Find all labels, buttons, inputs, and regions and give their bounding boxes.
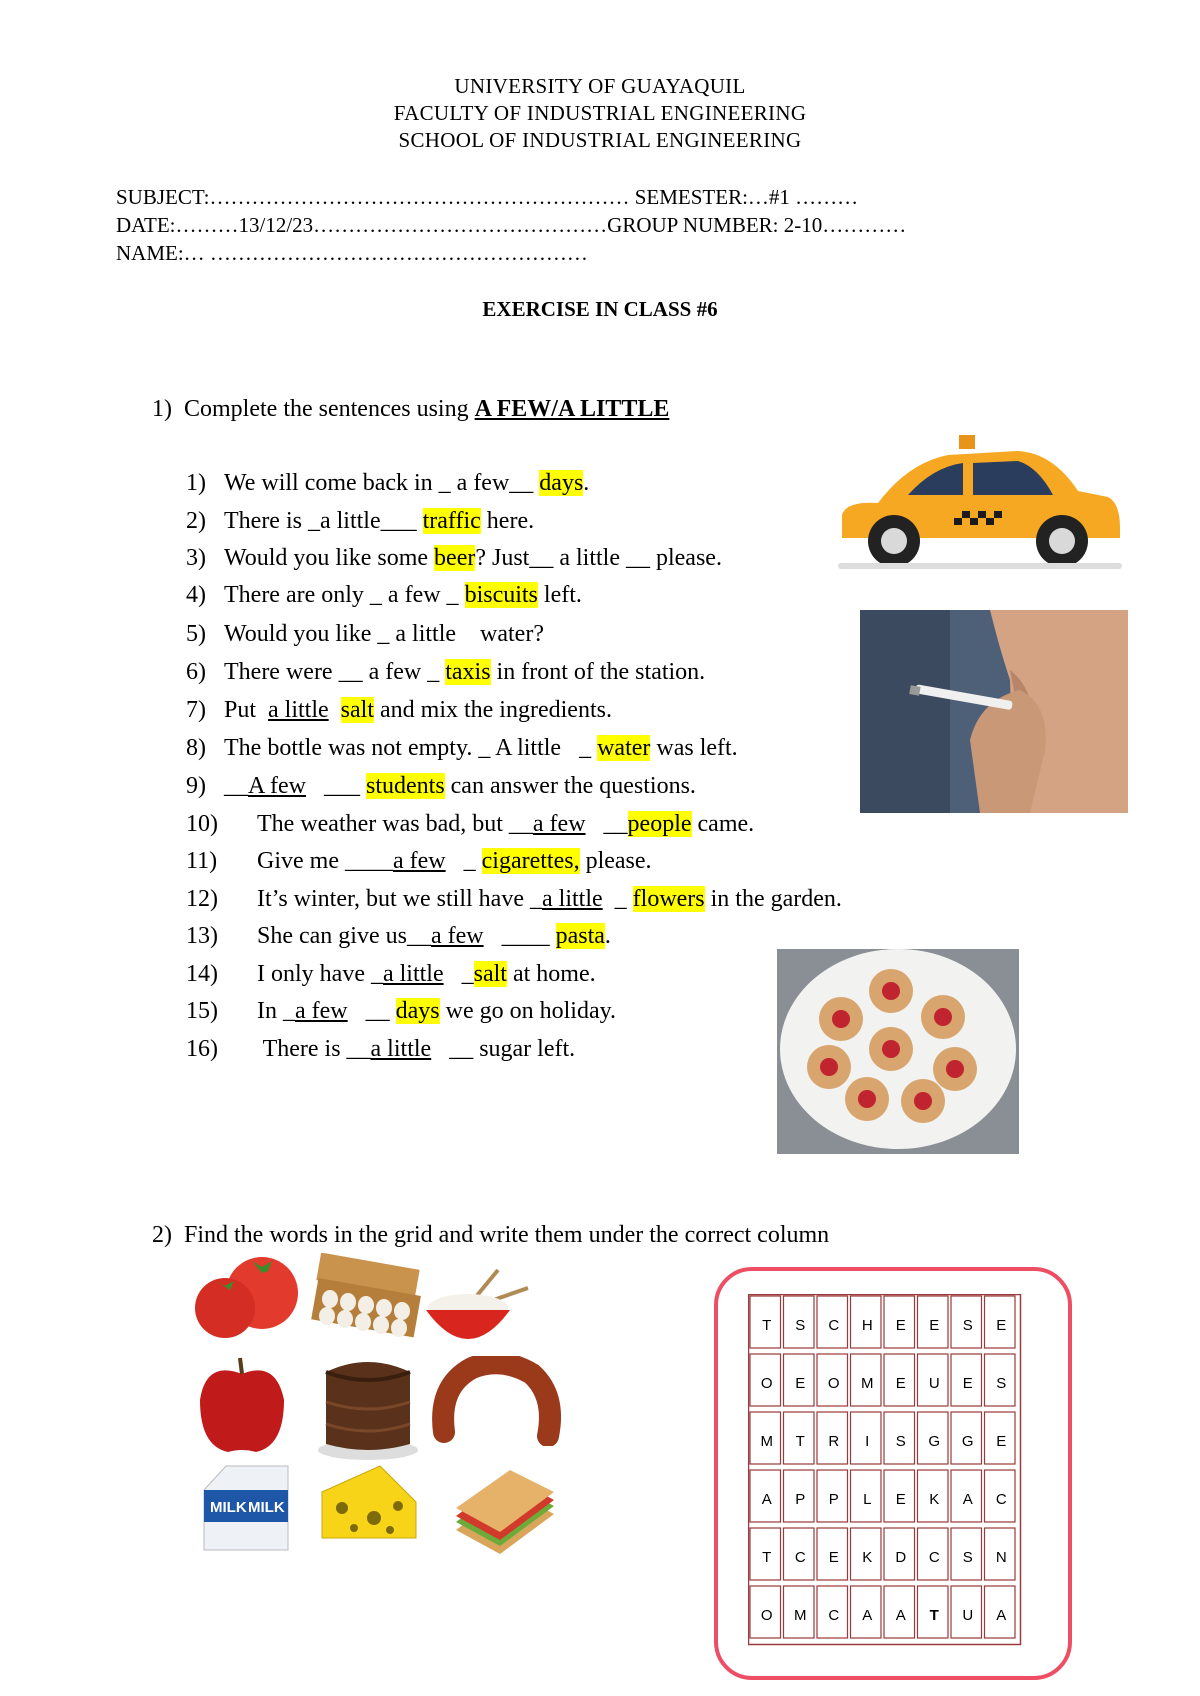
sentence-text: [224, 659, 705, 686]
sentence-fragment: There were __ a few _: [224, 659, 446, 685]
sentence-number: 4): [186, 582, 206, 608]
sentence-fragment: [329, 697, 341, 723]
sentence-text: [257, 961, 596, 988]
smoking-image: [860, 610, 1128, 813]
section1-instruction: [152, 396, 669, 423]
sentence-fragment: please.: [579, 848, 652, 874]
section2-number: 2): [152, 1222, 172, 1248]
milk-label-2: MILK: [248, 1499, 285, 1516]
grid-letter: K: [862, 1548, 873, 1566]
grid-letter: C: [995, 1490, 1007, 1508]
rice-bowl-icon: [420, 1268, 532, 1353]
subject-line: SUBJECT:…………………………………………………… SEMESTER:…#1 ………: [116, 185, 859, 209]
highlighted-noun: water: [597, 735, 651, 761]
highlighted-noun: traffic: [422, 508, 481, 534]
sentence-fragment: I only have _: [257, 961, 383, 987]
sentence-fragment: here.: [480, 508, 535, 534]
grid-row: [750, 1354, 1018, 1412]
milk-carton-icon: [196, 1464, 292, 1552]
sentence-number: 14): [186, 961, 218, 987]
grid-letter: H: [861, 1316, 873, 1334]
sentence-fragment: __: [585, 811, 628, 837]
section2-instruction: [152, 1222, 829, 1249]
sentence-fragment: we go on holiday.: [439, 998, 617, 1024]
sentence-fragment: _: [443, 961, 474, 987]
grid-letter: M: [861, 1374, 874, 1392]
chocolate-cake-icon: [316, 1352, 421, 1462]
eggs-icon: [310, 1253, 425, 1338]
grid-letter: O: [760, 1374, 773, 1392]
sentence-fragment: She can give us__: [257, 923, 431, 949]
highlighted-noun: days: [395, 998, 440, 1024]
highlighted-noun: biscuits: [464, 582, 538, 608]
grid-letter: R: [828, 1432, 840, 1450]
sentence-fragment: .: [583, 470, 590, 496]
sentence-text: [224, 508, 534, 535]
sentence-fragment: __ sugar left.: [431, 1036, 576, 1062]
grid-row: [750, 1412, 1018, 1470]
highlighted-noun: cigarettes,: [481, 848, 580, 874]
grid-letter: O: [827, 1374, 840, 1392]
grid-letter: T: [762, 1548, 772, 1566]
grid-letter: E: [996, 1316, 1007, 1334]
sentence-fragment: We will come back in _ a few__: [224, 470, 540, 496]
sentence-fragment: ___: [305, 773, 366, 799]
highlighted-noun: pasta: [555, 923, 605, 949]
sentence-text: [224, 773, 696, 800]
sentence-fragment: Would you like some: [224, 545, 435, 571]
sentence-number: 5): [186, 621, 206, 647]
grid-letter: A: [895, 1606, 906, 1624]
sentence-fragment: There are only _ a few _: [224, 582, 465, 608]
sentence-number: 13): [186, 923, 218, 949]
answer-underlined: a few: [392, 848, 446, 874]
date-line: DATE:………13/12/23……………………………………GROUP NUMBER: 2-10…………: [116, 213, 907, 237]
highlighted-noun: people: [627, 811, 692, 837]
sentence-fragment: There is _a little___: [224, 508, 423, 534]
sentence-fragment: Put: [224, 697, 269, 723]
grid-letter: E: [996, 1432, 1007, 1450]
grid-letter: C: [828, 1316, 840, 1334]
sentence-fragment: There is __: [257, 1036, 371, 1062]
highlighted-noun: salt: [473, 961, 507, 987]
sentence-fragment: Give me ____: [257, 848, 393, 874]
taxi-image: [838, 433, 1122, 573]
grid-letter: M: [794, 1606, 807, 1624]
school-name: SCHOOL OF INDUSTRIAL ENGINEERING: [398, 128, 802, 152]
name-line: NAME:… ………………………………………………: [116, 241, 588, 265]
grid-letter: E: [895, 1316, 906, 1334]
grid-row: [750, 1528, 1018, 1586]
grid-letter: G: [928, 1432, 941, 1450]
sentence-fragment: The weather was bad, but __: [257, 811, 533, 837]
sentence-text: [257, 998, 616, 1025]
sentence-fragment: __: [224, 773, 248, 799]
answer-underlined: a little: [542, 886, 603, 912]
section1-number: 1): [152, 396, 172, 422]
milk-label: MILK: [210, 1499, 247, 1516]
apple-icon: [196, 1356, 288, 1456]
cookies-image: [777, 949, 1019, 1154]
sentence-number: 2): [186, 508, 206, 534]
grid-letter: S: [996, 1374, 1007, 1392]
grid-row: [750, 1296, 1018, 1354]
grid-letter: N: [995, 1548, 1007, 1566]
sentence-number: 12): [186, 886, 218, 912]
sentence-number: 10): [186, 811, 218, 837]
highlighted-noun: salt: [340, 697, 374, 723]
grid-letter: S: [962, 1316, 973, 1334]
grid-letter: T: [762, 1316, 772, 1334]
sentence-text: [257, 1036, 575, 1063]
sentence-fragment: can answer the questions.: [444, 773, 696, 799]
highlighted-noun: beer: [434, 545, 476, 571]
grid-letter: T: [929, 1606, 939, 1624]
cheese-icon: [318, 1462, 420, 1542]
faculty-name: FACULTY OF INDUSTRIAL ENGINEERING: [393, 101, 807, 125]
sentence-fragment: Would you like _ a little water?: [224, 621, 544, 647]
sentence-fragment: ? Just__ a little __ please.: [475, 545, 722, 571]
grid-letter: A: [996, 1606, 1007, 1624]
sentence-fragment: __: [347, 998, 396, 1024]
grid-letter: U: [962, 1606, 974, 1624]
sentence-number: 7): [186, 697, 206, 723]
sentence-fragment: _: [602, 886, 633, 912]
grid-letter: C: [794, 1548, 806, 1566]
sentence-number: 6): [186, 659, 206, 685]
sentence-fragment: ____: [483, 923, 556, 949]
answer-underlined: a little: [370, 1036, 432, 1062]
sentence-fragment: The bottle was not empty. _ A little _: [224, 735, 598, 761]
sentence-fragment: In _: [257, 998, 295, 1024]
section1-emphasis: A FEW/A LITTLE: [474, 396, 670, 422]
grid-letter: U: [928, 1374, 940, 1392]
grid-letter: E: [795, 1374, 806, 1392]
sausage-icon: [432, 1356, 562, 1446]
sentence-fragment: at home.: [506, 961, 596, 987]
answer-underlined: a few: [532, 811, 586, 837]
grid-row: [750, 1470, 1018, 1528]
sentence-text: [257, 923, 611, 950]
sentence-text: [224, 470, 589, 497]
sentence-text: [224, 545, 722, 572]
grid-letter: P: [795, 1490, 806, 1508]
sentence-fragment: and mix the ingredients.: [374, 697, 612, 723]
sentence-text: [257, 811, 754, 838]
grid-letter: D: [895, 1548, 907, 1566]
sentence-number: 3): [186, 545, 206, 571]
sentence-number: 11): [186, 848, 218, 874]
sentence-number: 16): [186, 1036, 218, 1062]
section1-text: Complete the sentences using: [184, 396, 475, 422]
sentence-text: [257, 886, 842, 913]
grid-letter: C: [828, 1606, 840, 1624]
grid-letter: S: [962, 1548, 973, 1566]
sentence-text: [224, 697, 612, 724]
highlighted-noun: students: [365, 773, 445, 799]
answer-underlined: a few: [295, 998, 348, 1024]
highlighted-noun: taxis: [445, 659, 491, 685]
sentence-fragment: in front of the station.: [490, 659, 706, 685]
grid-letter: S: [895, 1432, 906, 1450]
grid-letter: E: [895, 1374, 906, 1392]
highlighted-noun: flowers: [632, 886, 705, 912]
word-grid: [750, 1296, 1018, 1644]
grid-letter: E: [962, 1374, 973, 1392]
exercise-title: EXERCISE IN CLASS #6: [482, 297, 718, 321]
sentence-fragment: was left.: [650, 735, 738, 761]
section2-text: Find the words in the grid and write them under the correct column: [184, 1222, 830, 1248]
grid-letter: S: [795, 1316, 806, 1334]
grid-letter: A: [761, 1490, 772, 1508]
sentence-fragment: in the garden.: [704, 886, 842, 912]
sentence-text: [224, 735, 738, 762]
answer-underlined: a few: [430, 923, 484, 949]
sentence-text: [224, 621, 544, 648]
grid-letter: P: [828, 1490, 839, 1508]
tomato-icon: [190, 1253, 302, 1338]
grid-letter: E: [895, 1490, 906, 1508]
sentence-fragment: came.: [691, 811, 755, 837]
sentence-number: 1): [186, 470, 206, 496]
grid-letter: A: [962, 1490, 973, 1508]
highlighted-noun: days: [539, 470, 584, 496]
grid-letter: L: [863, 1490, 872, 1508]
sentence-text: [257, 848, 652, 875]
sentence-fragment: _: [445, 848, 482, 874]
grid-letter: E: [828, 1548, 839, 1566]
answer-underlined: a little: [268, 697, 329, 723]
sentence-fragment: left.: [537, 582, 582, 608]
sentence-fragment: It’s winter, but we still have _: [257, 886, 542, 912]
grid-row: [750, 1586, 1018, 1644]
sandwich-icon: [450, 1470, 560, 1555]
sentence-text: [224, 582, 582, 609]
sentence-number: 8): [186, 735, 206, 761]
grid-letter: T: [795, 1432, 805, 1450]
grid-letter: I: [865, 1432, 870, 1450]
sentence-fragment: .: [604, 923, 611, 949]
grid-letter: C: [928, 1548, 940, 1566]
grid-letter: G: [961, 1432, 974, 1450]
grid-letter: E: [929, 1316, 940, 1334]
sentence-number: 15): [186, 998, 218, 1024]
grid-letter: M: [760, 1432, 773, 1450]
sentence-number: 9): [186, 773, 206, 799]
grid-letter: O: [760, 1606, 773, 1624]
answer-underlined: A few: [248, 773, 306, 799]
grid-letter: K: [929, 1490, 940, 1508]
university-name: UNIVERSITY OF GUAYAQUIL: [454, 74, 746, 98]
answer-underlined: a little: [382, 961, 444, 987]
grid-letter: A: [862, 1606, 873, 1624]
